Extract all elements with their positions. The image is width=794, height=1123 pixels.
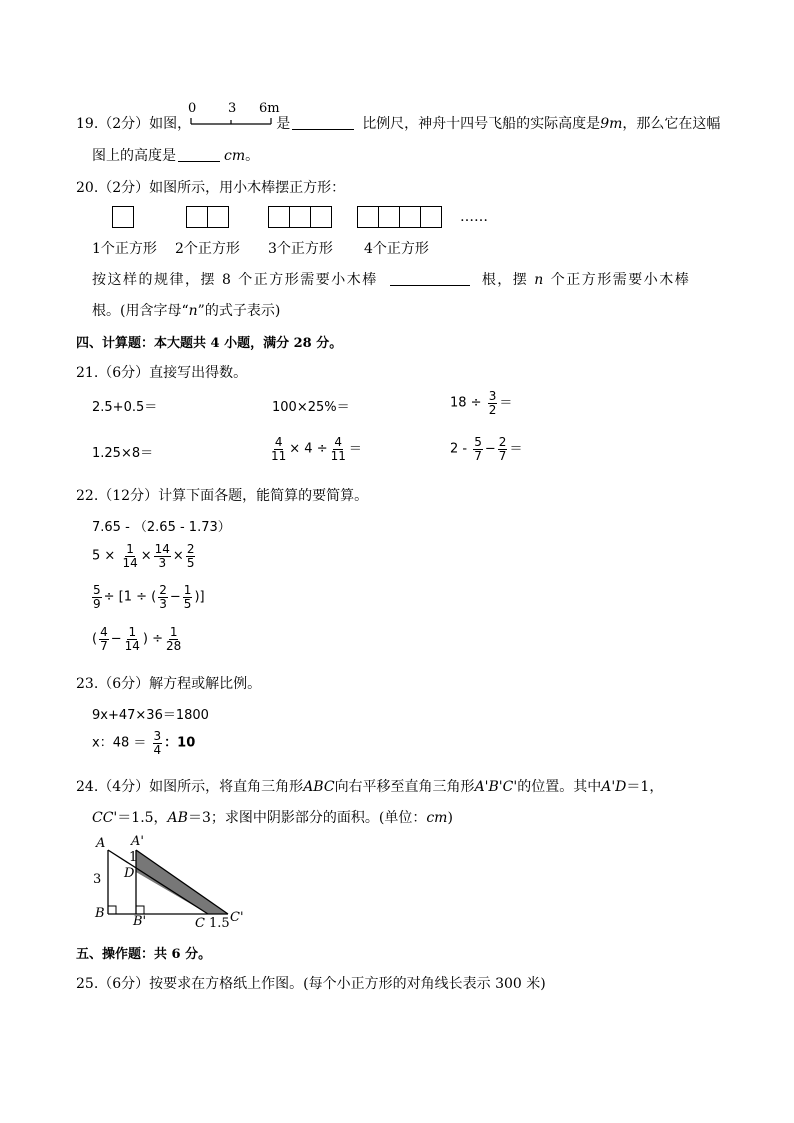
- denominator: 28: [166, 638, 182, 653]
- denominator: 11: [330, 448, 346, 463]
- numerator: 4: [274, 435, 283, 449]
- q21-line1: [76, 362, 247, 382]
- q20-line-b: 根，摆: [481, 272, 529, 288]
- fraction: [183, 584, 193, 610]
- denominator: 3: [159, 596, 167, 611]
- q21-expr-2: 100×25%＝: [272, 400, 350, 415]
- square: [357, 206, 379, 228]
- numerator: 1: [183, 583, 192, 597]
- fraction: [473, 436, 483, 462]
- q22-problem-4: [92, 626, 184, 652]
- numerator: 2: [159, 583, 167, 597]
- caption-3: 3个正方形: [268, 241, 333, 257]
- scale-label-0: 0: [188, 101, 197, 116]
- numerator: 3: [488, 389, 497, 403]
- square: [399, 206, 421, 228]
- denominator: 7: [498, 448, 507, 463]
- q20-line3a: 根。(用含字母“: [92, 303, 189, 319]
- fraction: [165, 626, 182, 652]
- q21-e6-a: 2 -: [450, 441, 468, 457]
- q21-expr-5: [268, 436, 362, 462]
- q24-text3: 的位置。其中: [517, 779, 602, 795]
- label-B: B: [95, 906, 105, 921]
- q22-p2-op2: ×: [172, 548, 184, 564]
- q22-p3-a: ÷ [1 ÷ (: [103, 589, 157, 605]
- q19-line2-unit: cm: [224, 148, 246, 164]
- q21-number: 21.: [76, 365, 99, 381]
- q25-text: （6分）按要求在方格纸上作图。(每个小正方形的对角线长表示 300 米): [98, 976, 546, 992]
- q21-expr-1: 2.5+0.5＝: [92, 400, 158, 415]
- q24-text4: ＝1，: [626, 779, 664, 795]
- fraction: [92, 584, 102, 610]
- numerator: 1: [128, 625, 137, 639]
- label-C-prime: C': [230, 910, 244, 925]
- numerator: 14: [154, 542, 170, 556]
- q24-abc: ABC: [303, 779, 335, 795]
- label-one: 1: [129, 850, 138, 865]
- q22-text: （12分）计算下面各题，能简算的要简算。: [98, 488, 369, 504]
- q24-text: （4分）如图所示，将直角三角形: [98, 779, 304, 795]
- q19-number: 19.: [76, 116, 99, 132]
- label-three: 3: [93, 872, 102, 887]
- square: [112, 206, 134, 228]
- label-one-point-five: 1.5: [209, 916, 230, 931]
- q20-line-a: 按这样的规律，摆 8 个正方形需要小木棒: [92, 272, 378, 288]
- q23-equation-2: [92, 730, 195, 756]
- denominator: 14: [122, 555, 138, 570]
- q20-line2: [92, 269, 690, 289]
- q24-ab: AB: [167, 810, 188, 826]
- q24-line2c: ＝3；求图中阴影部分的面积。(单位：: [187, 810, 427, 826]
- q19-score: （2分）如图，: [98, 116, 192, 132]
- square: [207, 206, 229, 228]
- fraction: [186, 543, 196, 569]
- q19-text2: 比例尺，神舟十四号飞船的实际高度是: [362, 116, 601, 132]
- q20-line1: [76, 177, 345, 197]
- q20-line3: [92, 300, 280, 320]
- q21-e5-end: ＝: [348, 441, 362, 457]
- squares-ellipsis: ……: [460, 209, 488, 225]
- q24-line2: [92, 807, 453, 827]
- q20-line3-end: ”的式子表示): [197, 303, 281, 319]
- q20-line-c: 个正方形需要小木棒: [550, 272, 691, 288]
- denominator: 7: [100, 638, 108, 653]
- numerator: 2: [186, 542, 195, 556]
- q22-problem-2: [92, 543, 197, 569]
- q24-number: 24.: [76, 779, 99, 795]
- scale-label-3: 3: [228, 101, 237, 116]
- q24-ad: A'D: [601, 779, 627, 795]
- q24-text2: 向右平移至直角三角形: [334, 779, 475, 795]
- section-5-heading: 五、操作题：共 6 分。: [76, 947, 212, 962]
- square: [289, 206, 311, 228]
- q22-p4-b: ) ÷: [142, 631, 164, 647]
- fraction: [158, 584, 168, 610]
- caption-4: 4个正方形: [364, 241, 429, 257]
- q22-problem-3: [90, 584, 205, 610]
- q19-line2b: 。: [245, 148, 260, 164]
- q21-expr-6: [450, 436, 522, 462]
- numerator: 5: [93, 583, 101, 597]
- denominator: 2: [488, 402, 497, 417]
- q21-e3-b: ＝: [499, 395, 513, 411]
- q19-unit: m: [609, 116, 623, 132]
- q22-line1: [76, 485, 368, 505]
- numerator: 4: [334, 435, 343, 449]
- q19-line2a: 图上的高度是: [92, 148, 176, 164]
- numerator: 5: [474, 435, 482, 449]
- q20-text: （2分）如图所示，用小木棒摆正方形：: [98, 180, 346, 196]
- q24-line1: [76, 776, 663, 796]
- q19-answer-blank-1[interactable]: [292, 115, 354, 130]
- fraction: [121, 543, 138, 569]
- fraction: [124, 626, 141, 652]
- q24-line2d: ): [447, 810, 453, 826]
- square: [310, 206, 332, 228]
- numerator: 2: [498, 435, 507, 449]
- numerator: 1: [126, 542, 134, 556]
- q24-line2b: ＝1.5，: [117, 810, 168, 826]
- caption-1: 1个正方形: [92, 241, 157, 257]
- q19-value: 9: [600, 116, 610, 132]
- q23-number: 23.: [76, 676, 99, 692]
- denominator: 11: [271, 448, 287, 463]
- square: [420, 206, 442, 228]
- section-4-heading: 四、计算题：本大题共 4 小题，满分 28 分。: [76, 336, 343, 351]
- fraction: [270, 436, 287, 462]
- q19-line1: [76, 113, 720, 133]
- q23-e2-b: ：10: [164, 735, 196, 751]
- q24-cc: CC': [92, 810, 118, 826]
- q23-text: （6分）解方程或解比例。: [98, 676, 262, 692]
- square: [186, 206, 208, 228]
- denominator: 9: [93, 596, 101, 611]
- label-A: A: [96, 836, 106, 851]
- q25-line1: [76, 973, 546, 993]
- q23-equation-1: 9x+47×36＝1800: [92, 708, 209, 723]
- fraction: [154, 543, 171, 569]
- fraction: [153, 730, 163, 756]
- q20-number: 20.: [76, 180, 99, 196]
- q21-e6-mid: −: [484, 441, 496, 457]
- fraction: [488, 390, 498, 416]
- q23-e2-a: x：48 ＝: [92, 735, 147, 751]
- fraction: [99, 626, 109, 652]
- q20-line3-var: n: [188, 303, 198, 319]
- q22-number: 22.: [76, 488, 99, 504]
- label-A-prime: A': [131, 834, 144, 849]
- numerator: 3: [153, 729, 162, 743]
- q21-expr-3: [450, 390, 512, 416]
- q22-p4-op: −: [110, 631, 122, 647]
- q19-text3: ，那么它在这幅: [622, 116, 721, 132]
- q22-p2-a: 5 ×: [92, 548, 116, 564]
- q19-answer-blank-2[interactable]: [178, 147, 220, 162]
- denominator: 4: [153, 742, 162, 757]
- denominator: 5: [183, 596, 192, 611]
- label-B-prime: B': [133, 914, 147, 929]
- q19-line2: [92, 145, 259, 165]
- q25-number: 25.: [76, 976, 99, 992]
- square: [268, 206, 290, 228]
- q21-e6-end: ＝: [509, 441, 523, 457]
- fraction: [330, 436, 347, 462]
- denominator: 3: [158, 555, 167, 570]
- q23-line1: [76, 673, 261, 693]
- scale-label-6m: 6m: [259, 101, 280, 116]
- q21-e5-mid: × 4 ÷: [289, 441, 328, 457]
- q20-answer-blank-1[interactable]: [390, 271, 470, 286]
- fraction: [498, 436, 508, 462]
- denominator: 5: [186, 555, 195, 570]
- square: [378, 206, 400, 228]
- q21-expr-4: 1.25×8＝: [92, 446, 154, 461]
- label-C: C: [195, 916, 205, 931]
- q24-abc2: A'B'C': [474, 779, 518, 795]
- q22-p4-a: (: [92, 631, 98, 647]
- numerator: 1: [169, 625, 178, 639]
- q21-e3-a: 18 ÷: [450, 395, 482, 411]
- caption-2: 2个正方形: [175, 241, 240, 257]
- q21-text: （6分）直接写出得数。: [98, 365, 248, 381]
- q20-var-n: n: [534, 272, 545, 288]
- numerator: 4: [100, 625, 108, 639]
- q22-p3-b: )]: [194, 589, 205, 605]
- label-D: D: [124, 866, 135, 881]
- q22-p3-op: −: [169, 589, 181, 605]
- q19-text1: 是: [276, 116, 291, 132]
- denominator: 7: [474, 448, 482, 463]
- denominator: 14: [124, 638, 140, 653]
- q22-problem-1: 7.65 - （2.65 - 1.73）: [92, 520, 231, 535]
- q24-unit: cm: [426, 810, 448, 826]
- q22-p2-op1: ×: [140, 548, 152, 564]
